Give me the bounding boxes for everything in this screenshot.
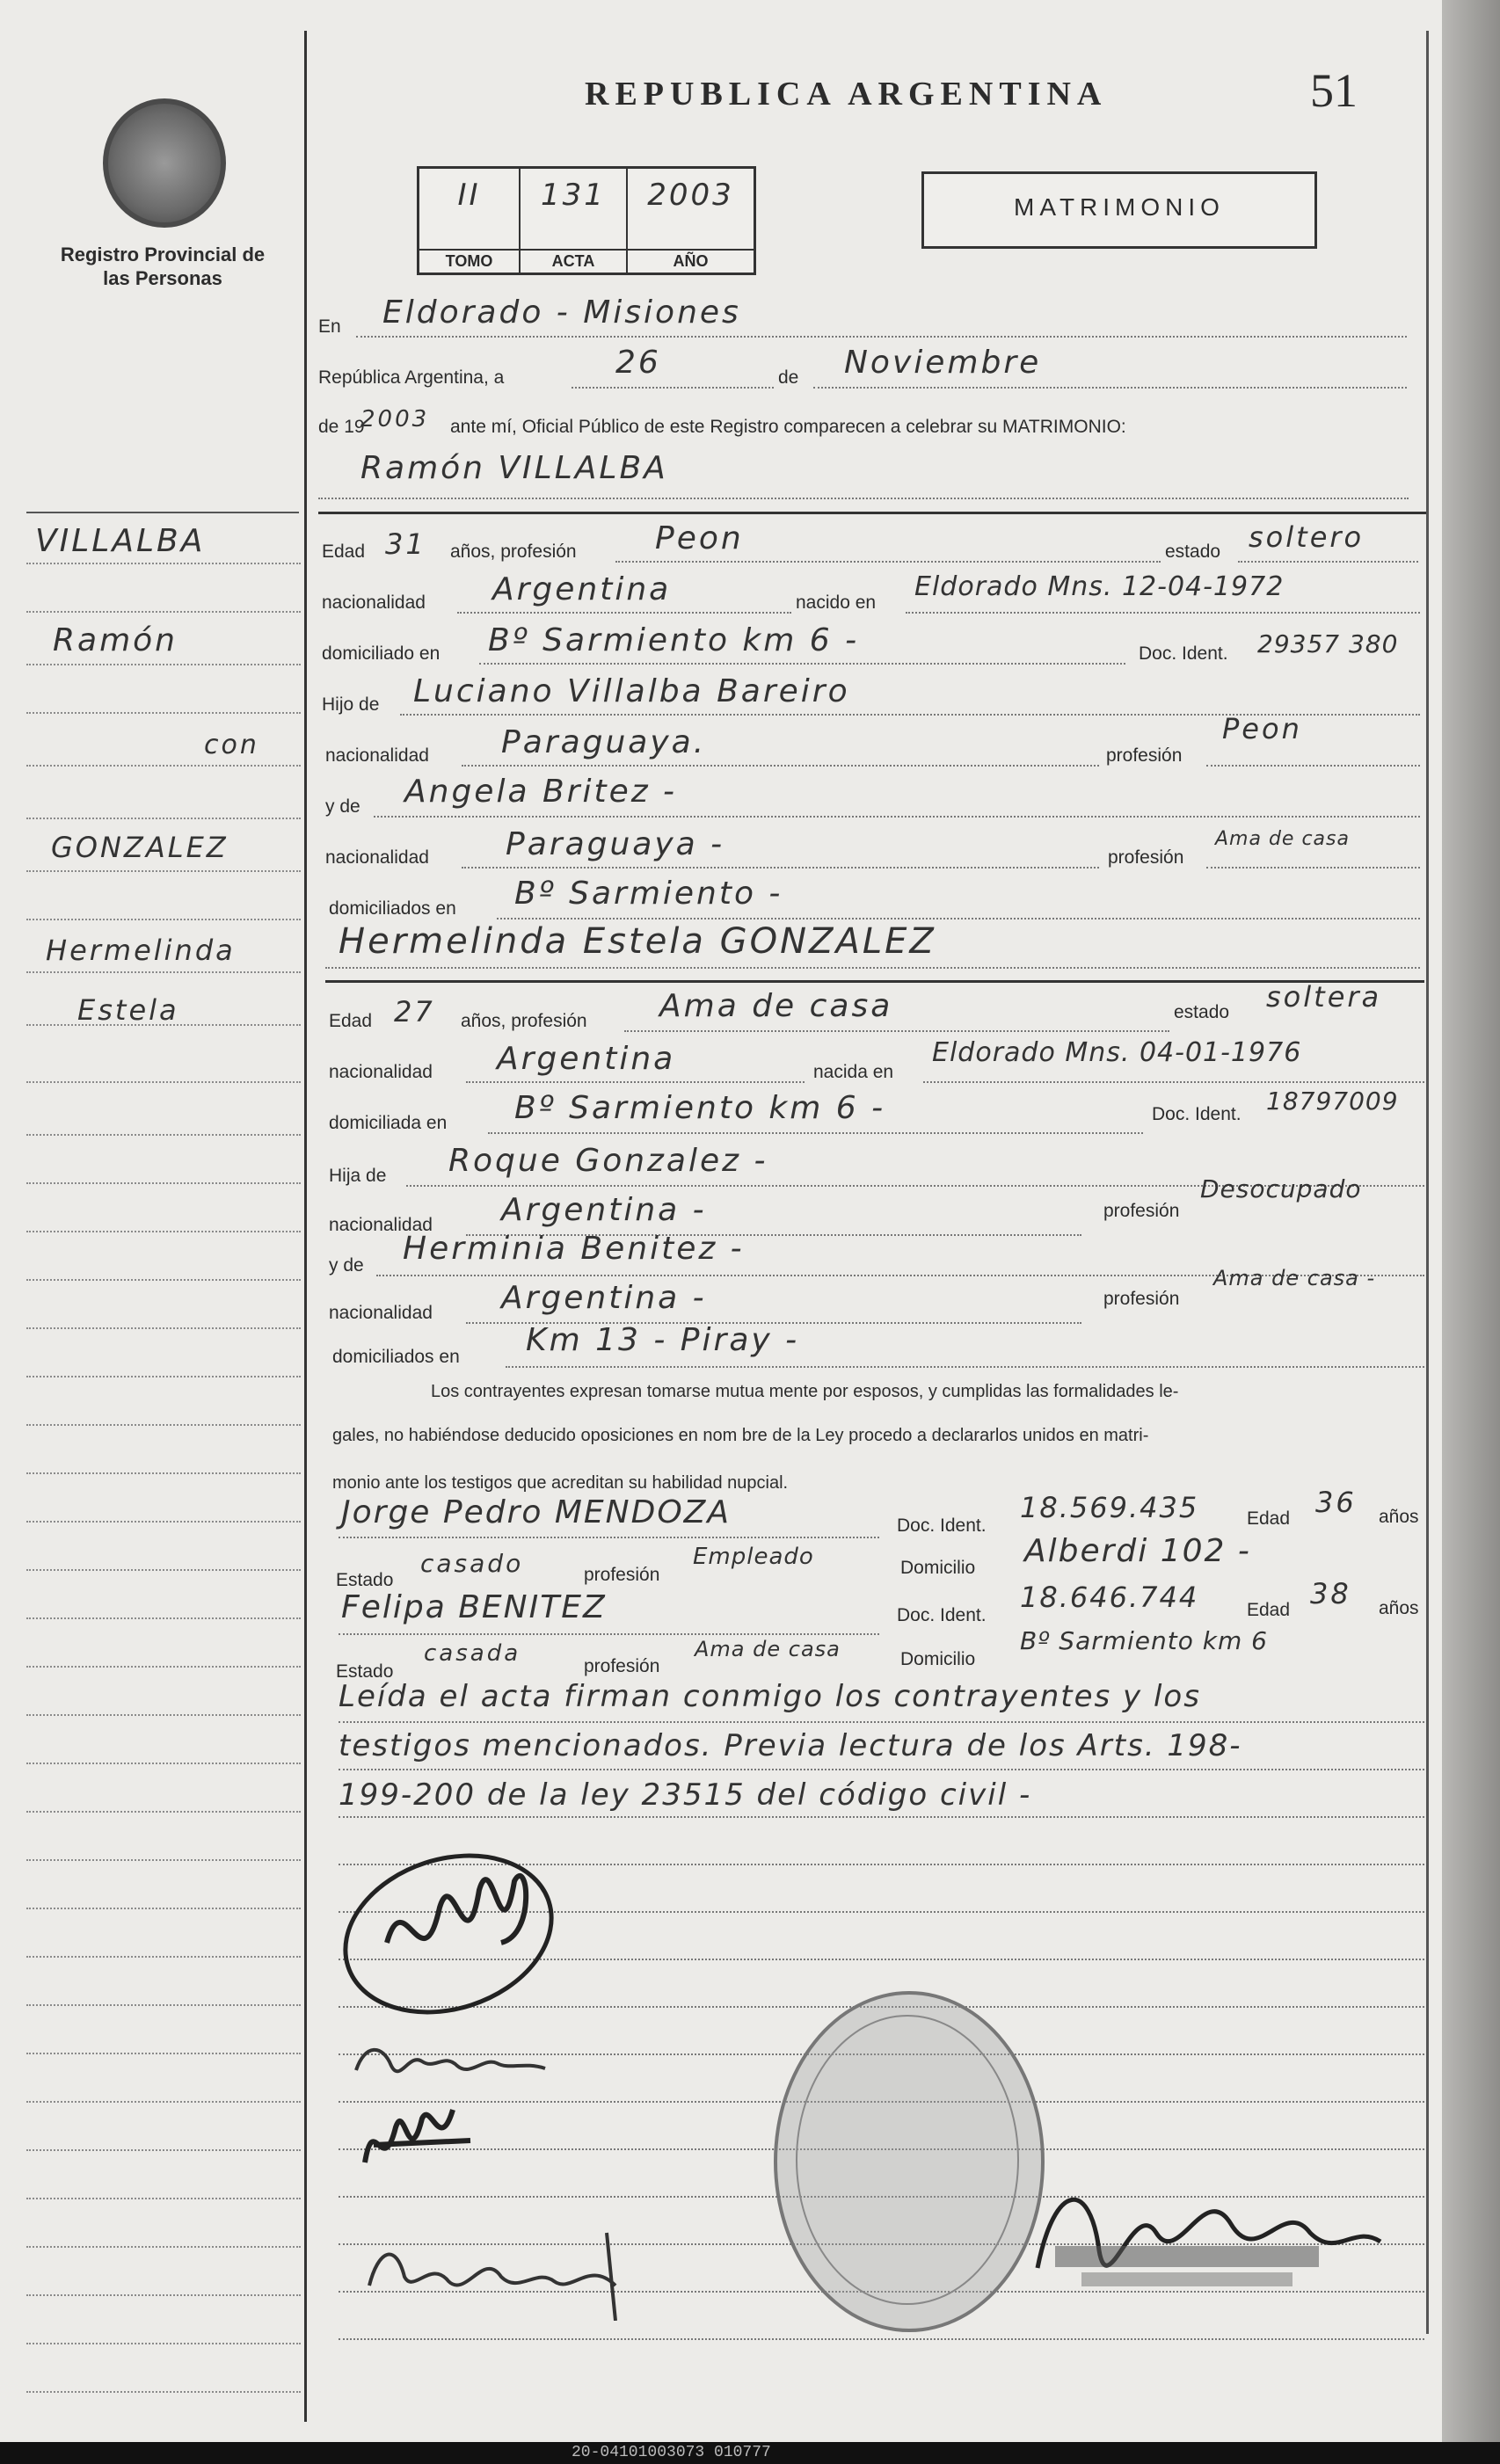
year-value: 2003 [360,406,430,432]
margin-bride-first: Hermelinda [46,934,236,967]
groom-estado-label: estado [1165,541,1221,562]
witness1-doc: 18.569.435 [1020,1491,1199,1524]
groom-doc: 29357 380 [1257,629,1399,658]
witness2-name: Felipa BENITEZ [341,1589,607,1625]
bride-estado: soltera [1266,980,1382,1014]
ano-label: AÑO [628,249,754,273]
record-type: MATRIMONIO [1014,193,1225,221]
groom-nac-label: nacionalidad [322,592,426,613]
groom-nacido: Eldorado Mns. 12-04-1972 [914,571,1285,602]
groom-signature [325,1828,589,2031]
groom-padre-nac: Paraguaya. [501,724,707,760]
margin-rule [304,31,307,2422]
day-value: 26 [615,345,661,381]
witness1-edad-label: Edad [1247,1508,1291,1529]
bride-nacida-label: nacida en [813,1062,894,1082]
groom-padre-nac-label: nacionalidad [325,745,429,766]
groom-dom-label: domiciliado en [322,643,441,664]
right-rule [1426,31,1429,2334]
witness1-edad: 36 [1315,1486,1357,1519]
bride-doc: 18797009 [1266,1087,1399,1116]
registry-name: Registro Provincial de las Personas [60,243,266,289]
witness1-doc-label: Doc. Ident. [897,1515,987,1536]
bride-padre-prof-label: profesión [1103,1201,1180,1221]
acta-value: 131 [541,178,606,213]
witness2-dom-label: Domicilio [900,1649,976,1669]
groom-hijo-label: Hijo de [322,694,380,715]
bride-dom-label: domiciliada en [329,1113,448,1133]
province-emblem-icon [103,98,226,228]
witness2-dom: Bº Sarmiento km 6 [1020,1626,1268,1655]
republica-label: República Argentina, a [318,367,505,388]
bride-domiciliados: Km 13 - Piray - [526,1322,800,1358]
place-value: Eldorado - Misiones [382,294,741,331]
year-label: de 19 [318,417,365,437]
groom-domiciliados: Bº Sarmiento - [514,876,783,912]
bride-yde-label: y de [329,1255,364,1276]
margin-surname: VILLALBA [35,523,206,559]
witness2-signature [352,2198,668,2321]
bride-padre: Roque Gonzalez - [448,1143,768,1179]
witness1-estado: casado [420,1549,524,1578]
groom-domiciliados-label: domiciliados en [329,898,456,919]
margin-con: con [204,730,259,760]
closing-line-1: Leída el acta firman conmigo los contrayentes y los [339,1679,1201,1714]
witness2-edad-label: Edad [1247,1600,1291,1620]
bride-madre: Herminia Benitez - [403,1231,745,1267]
tomo-value: II [457,178,481,213]
witness1-prof-label: profesión [584,1565,660,1585]
witness1-dom-label: Domicilio [900,1558,976,1578]
footer-id: 20-04101003073 010777 [572,2444,771,2461]
groom-padre-prof-label: profesión [1106,745,1183,766]
de-label: de [778,367,799,388]
page-edge-shadow [1442,0,1500,2464]
witness2-estado-label: Estado [336,1661,394,1682]
bride-madre-prof-label: profesión [1103,1289,1180,1309]
groom-profesion: Peon [655,520,744,556]
groom-madre-nac-label: nacionalidad [325,847,429,868]
groom-madre: Angela Britez - [404,774,678,810]
groom-madre-prof-label: profesión [1108,847,1184,868]
witness2-edad: 38 [1310,1577,1351,1610]
bride-nacida: Eldorado Mns. 04-01-1976 [932,1037,1302,1068]
margin-groom-first: Ramón [53,622,178,658]
country-title: REPUBLICA ARGENTINA [585,76,1108,113]
groom-profesion-label: años, profesión [450,541,577,562]
groom-nac: Argentina [492,571,672,607]
groom-madre-nac: Paraguaya - [506,826,725,862]
groom-madre-prof: Ama de casa [1215,828,1350,850]
witness2-estado: casada [424,1640,521,1667]
groom-nacido-label: nacido en [796,592,877,613]
bride-madre-prof: Ama de casa - [1213,1266,1376,1290]
witness1-anos-label: años [1379,1507,1419,1527]
tomo-acta-ano-box [417,166,756,275]
margin-bride-second: Estela [77,993,179,1027]
record-type-box [921,171,1317,249]
groom-dom: Bº Sarmiento km 6 - [488,622,860,658]
closing-line-3: 199-200 de la ley 23515 del código civil - [339,1777,1032,1813]
month-value: Noviembre [844,345,1042,381]
margin-bride-surname: GONZALEZ [51,831,229,864]
bride-padre-nac-label: nacionalidad [329,1215,433,1235]
witness2-doc: 18.646.744 [1020,1581,1199,1614]
groom-doc-label: Doc. Ident. [1139,643,1228,664]
witness1-name: Jorge Pedro MENDOZA [341,1494,731,1530]
groom-padre-prof: Peon [1222,712,1302,745]
page-number: 51 [1310,64,1358,117]
witness1-dom: Alberdi 102 - [1024,1533,1251,1569]
bride-doc-label: Doc. Ident. [1152,1104,1242,1124]
witness2-prof-label: profesión [584,1656,660,1676]
bride-edad: 27 [394,995,435,1028]
declaration-line-1: Los contrayentes expresan tomarse mutua mente por esposos, y cumplidas las formalidades le- [431,1382,1179,1401]
official-seal-inner-icon [796,2015,1019,2305]
officer-signature [1002,2127,1398,2330]
declaration-line-2: gales, no habiéndose deducido oposiciones en nom bre de la Ley procedo a declararlos unidos en matri- [332,1426,1149,1445]
bride-profesion: Ama de casa [659,988,893,1024]
witness2-anos-label: años [1379,1598,1419,1618]
declaration-line-3: monio ante los testigos que acreditan su habilidad nupcial. [332,1473,789,1493]
groom-estado: soltero [1249,520,1365,554]
groom-name: Ramón VILLALBA [360,450,668,486]
groom-yde-label: y de [325,796,360,817]
closing-line-2: testigos mencionados. Previa lectura de los Arts. 198- [339,1728,1242,1763]
bride-estado-label: estado [1174,1002,1230,1022]
bride-madre-nac: Argentina - [501,1280,707,1316]
witness1-prof: Empleado [693,1544,814,1570]
bride-signature [347,2035,558,2088]
bride-padre-prof: Desocupado [1200,1174,1362,1203]
witness1-estado-label: Estado [336,1570,394,1590]
bride-name: Hermelinda Estela GONZALEZ [339,921,936,962]
witness2-prof: Ama de casa [695,1637,841,1661]
groom-edad: 31 [385,527,426,561]
bride-padre-nac: Argentina - [501,1192,707,1228]
ano-value: 2003 [647,178,734,213]
bride-edad-label: Edad [329,1011,373,1031]
intro-text: ante mí, Oficial Público de este Registro comparecen a celebrar su MATRIMONIO: [450,417,1126,437]
tomo-label: TOMO [419,249,519,273]
bride-madre-nac-label: nacionalidad [329,1303,433,1323]
bride-dom: Bº Sarmiento km 6 - [514,1090,886,1126]
witness1-signature [347,2092,488,2189]
bride-nac: Argentina [497,1041,676,1077]
witness2-doc-label: Doc. Ident. [897,1605,987,1625]
footer-strip [0,2442,1500,2464]
groom-padre: Luciano Villalba Bareiro [413,673,850,709]
bride-domiciliados-label: domiciliados en [332,1347,460,1367]
bride-profesion-label: años, profesión [461,1011,587,1031]
bride-hija-label: Hija de [329,1166,387,1186]
acta-label: ACTA [521,249,626,273]
en-label: En [318,316,341,337]
groom-edad-label: Edad [322,541,366,562]
bride-nac-label: nacionalidad [329,1062,433,1082]
